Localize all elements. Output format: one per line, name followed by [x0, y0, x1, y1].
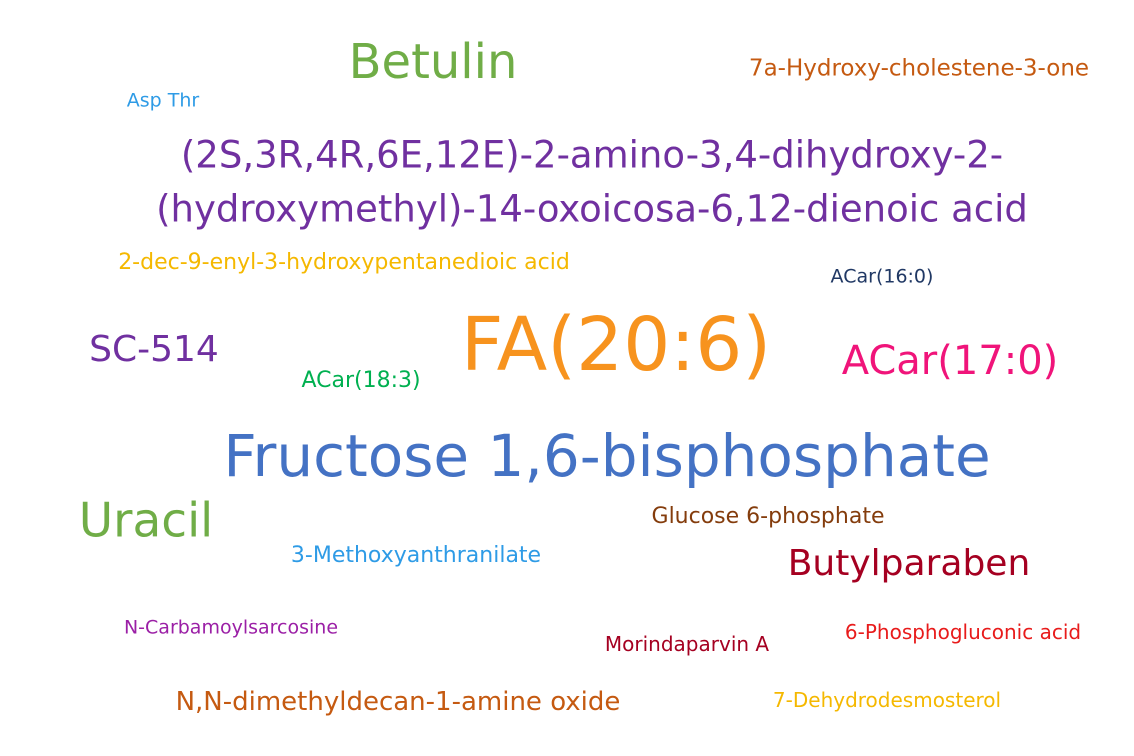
word-7a-hydroxy-cholestene-3-one: 7a-Hydroxy-cholestene-3-one: [748, 55, 1090, 82]
word-asp-thr: Asp Thr: [126, 89, 200, 112]
word-fructose-1-6-bisphosphate: Fructose 1,6-bisphosphate: [223, 422, 991, 490]
word-morindaparvin-a: Morindaparvin A: [604, 632, 770, 656]
word-acar-18-3: ACar(18:3): [301, 368, 421, 393]
word-amino-dihydroxy-line-2: (hydroxymethyl)-14-oxoicosa-6,12-dienoic acid: [156, 187, 1028, 231]
word-3-methoxyanthranilate: 3-Methoxyanthranilate: [290, 543, 542, 568]
word-uracil: Uracil: [78, 493, 214, 549]
word-sc-514: SC-514: [89, 329, 219, 370]
word-7-dehydrodesmosterol: 7-Dehydrodesmosterol: [772, 688, 1002, 712]
word-n-carbamoylsarcosine: N-Carbamoylsarcosine: [123, 616, 339, 639]
word-6-phosphogluconic-acid: 6-Phosphogluconic acid: [844, 620, 1082, 644]
word-2-dec-9-enyl-3-hydroxypentanedioic-acid: 2-dec-9-enyl-3-hydroxypentanedioic acid: [118, 250, 570, 275]
word-fa-20-6: FA(20:6): [460, 302, 772, 388]
word-glucose-6-phosphate: Glucose 6-phosphate: [651, 504, 885, 529]
word-amino-dihydroxy-line-1: (2S,3R,4R,6E,12E)-2-amino-3,4-dihydroxy-2-: [180, 133, 1004, 177]
word-butylparaben: Butylparaben: [787, 543, 1031, 584]
word-acar-16-0: ACar(16:0): [830, 265, 934, 288]
word-n-n-dimethyldecan-1-amine-oxide: N,N-dimethyldecan-1-amine oxide: [175, 687, 621, 717]
word-acar-17-0: ACar(17:0): [841, 338, 1059, 384]
word-betulin: Betulin: [348, 34, 518, 90]
